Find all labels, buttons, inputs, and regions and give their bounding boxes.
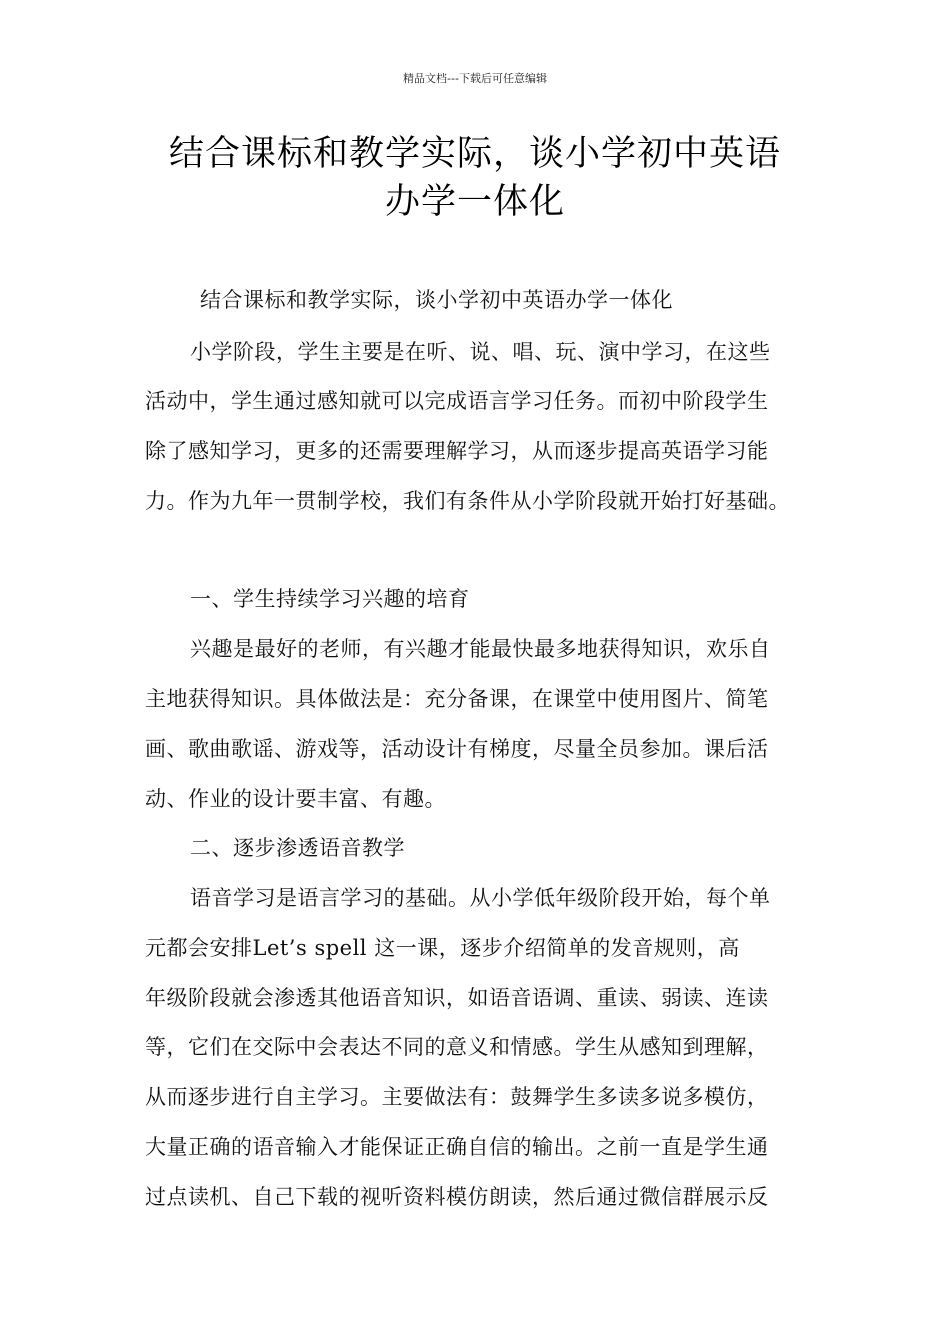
paragraph-line: 等，它们在交际中会表达不同的意义和情感。学生从感知到理解， (145, 1035, 769, 1059)
paragraph-line: 大量正确的语音输入才能保证正确自信的输出。之前一直是学生通 (145, 1135, 769, 1159)
paragraph-line: 兴趣是最好的老师，有兴趣才能最快最多地获得知识，欢乐自 (190, 637, 771, 661)
paragraph-line: 小学阶段，学生主要是在听、说、唱、玩、演中学习，在这些 (190, 340, 771, 364)
paragraph-line: 画、歌曲歌谣、游戏等，活动设计有梯度，尽量全员参加。课后活 (145, 737, 769, 761)
paragraph-line: 从而逐步进行自主学习。主要做法有：鼓舞学生多读多说多模仿， (145, 1085, 769, 1109)
document-title (120, 130, 830, 226)
section-heading: 一、学生持续学习兴趣的培育 (190, 587, 470, 611)
page-header: 精品文档---下载后可任意编辑 (403, 72, 547, 85)
title-line-2: 办学一体化 (384, 182, 565, 222)
paragraph-line: 力。作为九年一贯制学校，我们有条件从小学阶段就开始打好基础。 (145, 489, 790, 513)
body-subtitle: 结合课标和教学实际，谈小学初中英语办学一体化 (200, 288, 673, 312)
paragraph-line: 元都会安排Let’s spell 这一课，逐步介绍简单的发音规则，高 (145, 936, 740, 960)
paragraph-line: 语音学习是语言学习的基础。从小学低年级阶段开始，每个单 (190, 886, 771, 910)
paragraph-line: 动、作业的设计要丰富、有趣。 (145, 787, 446, 811)
paragraph-line: 年级阶段就会渗透其他语音知识，如语音语调、重读、弱读、连读 (145, 986, 769, 1010)
paragraph-line: 主地获得知识。具体做法是：充分备课，在课堂中使用图片、简笔 (145, 687, 769, 711)
section-heading: 二、逐步渗透语音教学 (190, 836, 405, 860)
paragraph-line: 过点读机、自己下载的视听资料模仿朗读，然后通过微信群展示反 (145, 1185, 769, 1209)
paragraph-line: 活动中，学生通过感知就可以完成语言学习任务。而初中阶段学生 (145, 389, 769, 413)
title-line-1: 结合课标和教学实际，谈小学初中英语 (168, 134, 781, 174)
paragraph-line: 除了感知学习，更多的还需要理解学习，从而逐步提高英语学习能 (145, 439, 769, 463)
